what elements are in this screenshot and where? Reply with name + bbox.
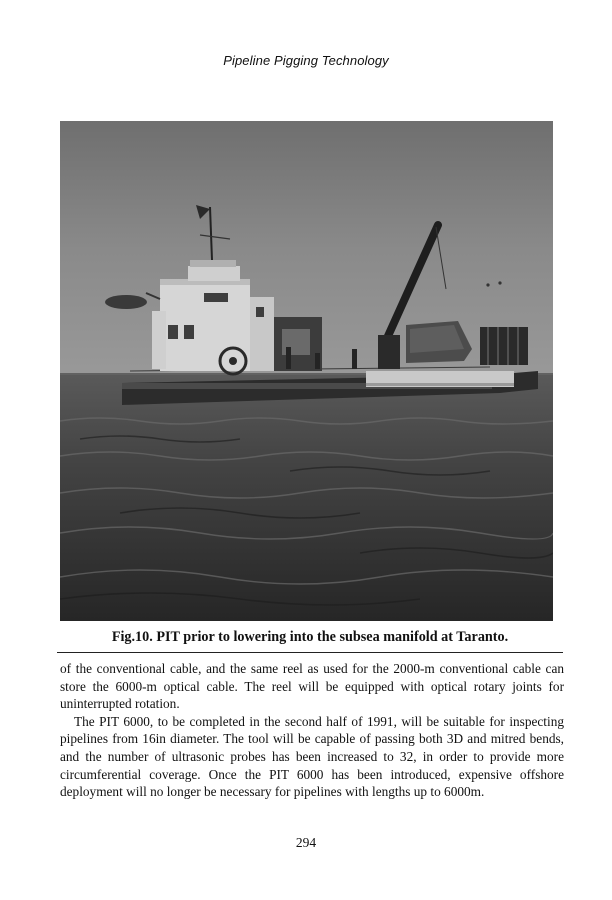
figure-photo-barge-with-crane (60, 121, 553, 621)
figure-caption: Fig.10. PIT prior to lowering into the subsea manifold at Taranto. (111, 629, 509, 645)
paragraph: The PIT 6000, to be completed in the second half of 1991, will be suitable for inspecting pipelines from 16in diameter. The tool will be capable of passing both 3D and mitred bends, and the number of ultrasonic probes has been increased to 32, in order to provide more circumferential coverage. Once the PIT 6000 has been introduced, expensive offshore deployment will no longer be necessary for pipelines with lengths up to 6000m. (60, 713, 564, 800)
running-head: Pipeline Pigging Technology (223, 53, 389, 68)
caption-rule (57, 652, 563, 653)
page-number: 294 (295, 835, 317, 850)
paragraph: of the conventional cable, and the same reel as used for the 2000-m conventional cable can store the 6000-m optical cable. The reel will be equipped with optical rotary joints for uninterrupted rotation. (60, 661, 564, 712)
body-text (60, 660, 564, 801)
